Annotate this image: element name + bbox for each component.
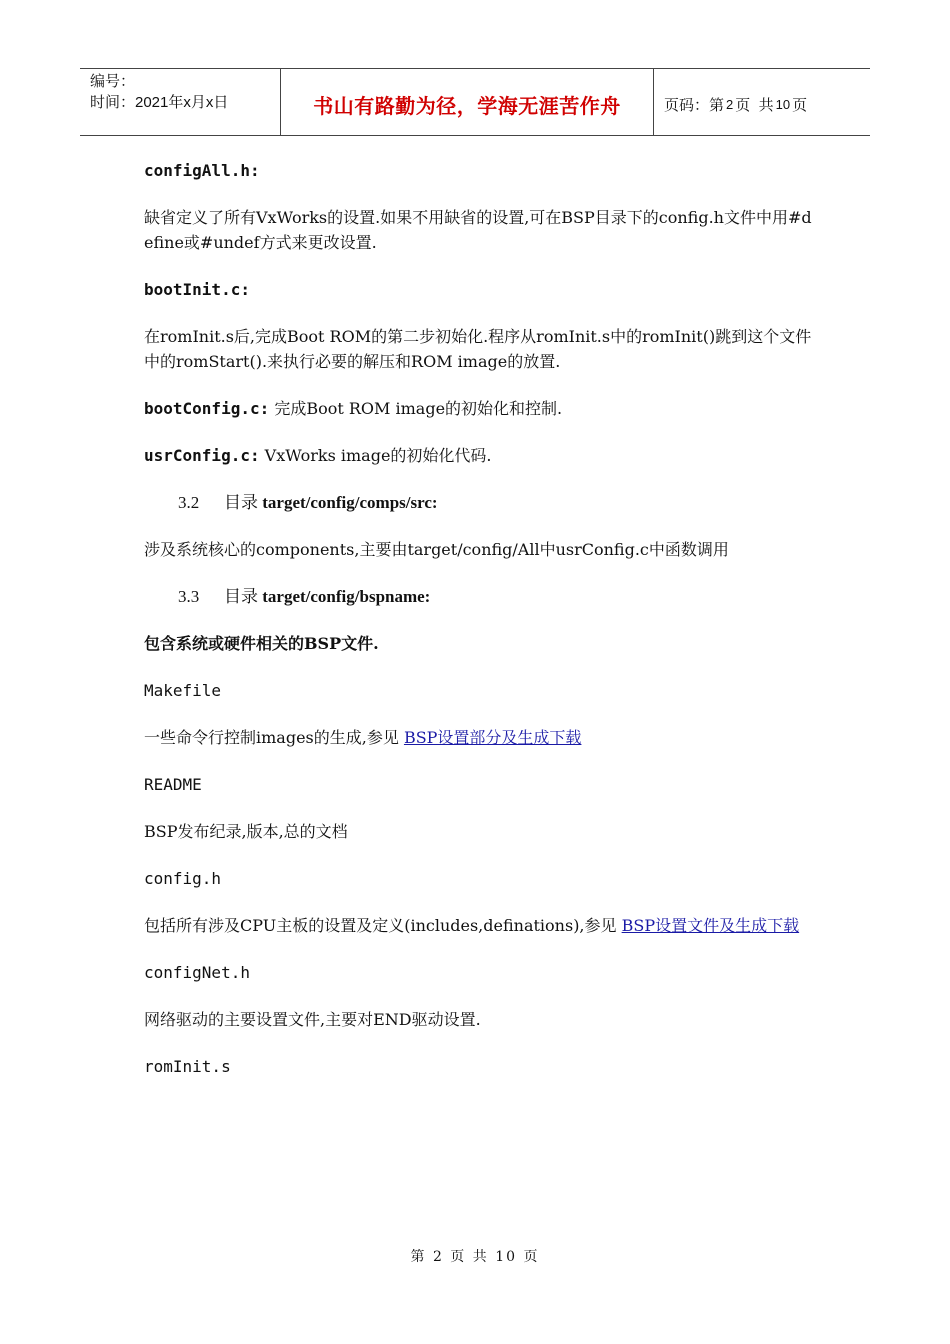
configh-link[interactable]: BSP设置文件及生成下载	[621, 916, 800, 935]
comps-desc: 涉及系统核心的components,主要由target/config/All中usrConfig.c中函数调用	[144, 540, 729, 559]
section-3-2-prefix: 目录	[224, 493, 258, 512]
header-meta-cell	[80, 69, 281, 135]
header-page-info	[654, 69, 870, 135]
bootinit-desc: 在romInit.s后,完成Boot ROM的第二步初始化.程序从romInit.s中的romInit()跳到这个文件中的romStart().来执行必要的解压和ROM image的放置.	[144, 327, 812, 371]
usrconfig-title: usrConfig.c:	[144, 446, 260, 465]
usrconfig-line	[144, 443, 814, 468]
configh-line	[144, 913, 814, 938]
header-page-prefix: 页码：第	[664, 96, 725, 114]
configall-desc: 缺省定义了所有VxWorks的设置.如果不用缺省的设置,可在BSP目录下的config.h文件中用#define或#undef方式来更改设置.	[144, 208, 812, 252]
bootinit-title: bootInit.c:	[144, 280, 250, 299]
makefile-link[interactable]: BSP设置部分及生成下载	[403, 728, 582, 747]
section-3-3-heading	[178, 584, 814, 609]
usrconfig-desc: VxWorks image的初始化代码.	[259, 446, 492, 465]
header-page-total: 10	[775, 96, 791, 112]
configh-desc: 包括所有涉及CPU主板的设置及定义(includes,definations),参见	[144, 916, 622, 935]
bootconfig-line	[144, 396, 814, 421]
header-time-label: 时间：2021年x月x日	[90, 94, 229, 111]
section-3-2-number: 3.2	[178, 493, 200, 512]
document-body	[144, 158, 814, 1101]
configh-title: config.h	[144, 869, 222, 888]
header-page-current: 2	[726, 96, 734, 112]
header-motto: 书山有路勤为径，学海无涯苦作舟	[281, 69, 654, 135]
readme-desc: BSP发布纪录,版本,总的文档	[144, 822, 348, 841]
rominit-title: romInit.s	[144, 1057, 231, 1076]
section-3-2-path: target/config/comps/src:	[262, 493, 438, 512]
confignet-title: configNet.h	[144, 963, 250, 982]
makefile-desc: 一些命令行控制images的生成,参见	[144, 728, 404, 747]
header-number-label: 编号：	[90, 73, 136, 90]
makefile-title: Makefile	[144, 681, 222, 700]
confignet-desc: 网络驱动的主要设置文件,主要对END驱动设置.	[144, 1010, 481, 1029]
bootconfig-title: bootConfig.c:	[144, 399, 270, 418]
section-3-3-prefix: 目录	[224, 587, 258, 606]
bootconfig-desc: 完成Boot ROM image的初始化和控制.	[269, 399, 563, 418]
readme-title: README	[144, 775, 202, 794]
section-3-3-number: 3.3	[178, 587, 200, 606]
page-footer: 第 2 页 共 10 页	[410, 1249, 540, 1265]
section-3-3-path: target/config/bspname:	[262, 587, 431, 606]
configall-title: configAll.h:	[144, 161, 260, 180]
header-page-mid: 页 共	[735, 96, 774, 114]
header-page-suffix: 页	[792, 96, 808, 114]
makefile-line	[144, 725, 814, 750]
bsp-intro: 包含系统或硬件相关的BSP文件.	[144, 634, 379, 653]
section-3-2-heading	[178, 490, 814, 515]
page-header	[80, 68, 870, 136]
